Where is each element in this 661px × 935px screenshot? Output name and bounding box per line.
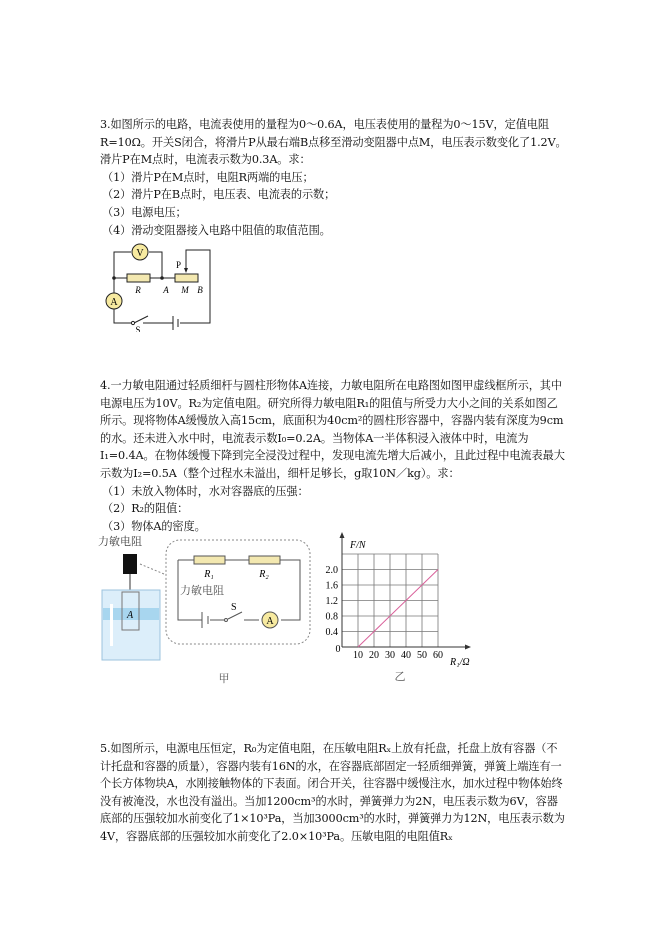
- svg-text:M: M: [181, 285, 189, 295]
- svg-text:力敏电阻: 力敏电阻: [98, 536, 142, 548]
- y-tick-label: 2.0: [325, 565, 338, 576]
- q3-part-4: （4）滑动变阻器接入电路中阻值的取值范围。: [102, 223, 331, 237]
- origin-label: 0: [335, 644, 341, 655]
- y-axis-arrow: [340, 532, 345, 538]
- q3-stem: 3.如图所示的电路，电流表使用的量程为0～0.6A，电压表使用的量程为0～15V，定值电阻R=10Ω。开关S闭合，将滑片P从最右端B点移至滑动变阻器中点M，电压表示数变化了1.2V。滑片P在M点时，电流表示数为0.3A。求：: [100, 118, 567, 167]
- x-tick-label: 20: [369, 650, 379, 661]
- ammeter-label: A: [110, 297, 118, 308]
- resistor-r: [127, 274, 150, 282]
- q4-stem: 4.一力敏电阻通过轻质细杆与圆柱形物体A连接，力敏电阻所在电路图如图甲虚线框所示，其中电源电压为10V。R₂为定值电阻。研究所得力敏电阻R₁的阻值与所受力大小之间的关系如图乙所示。现将物体A缓慢放入高15cm，底面积为40cm²的圆柱形容器中，容器内装有深度为9cm的水。还未进入水中时，电流表示数I₀=0.2A。当物体A一半体积浸入液体中时，电流为I₁=0.4A。在物体缓慢下降到完全浸没过程中，发现电流先增大后减小，且此过程中电流表最大示数为I₂=0.5A（整个过程水未溢出，细杆足够长，g取10N／kg）。求：: [100, 379, 565, 480]
- x-tick-label: 50: [417, 650, 427, 661]
- y-tick-label: 1.2: [325, 596, 338, 607]
- voltmeter-label: V: [136, 248, 144, 259]
- q3-part-3: （3）电源电压；: [102, 205, 187, 219]
- question-3: [100, 116, 568, 239]
- q4-part-2: （2）R₂的阻值：: [102, 502, 189, 516]
- rheostat: [175, 274, 198, 282]
- svg-text:S: S: [135, 325, 141, 332]
- svg-text:A: A: [126, 610, 134, 621]
- q4-part-1: （1）未放入物体时，水对容器底的压强：: [102, 484, 309, 498]
- svg-text:A: A: [163, 285, 169, 295]
- q3-part-2: （2）滑片P在B点时，电压表、电流表的示数；: [102, 188, 336, 202]
- q3-part-1: （1）滑片P在M点时，电阻R两端的电压；: [102, 170, 314, 184]
- svg-text:P: P: [176, 260, 182, 270]
- question-4: [100, 377, 568, 535]
- y-tick-label: 1.6: [325, 580, 338, 592]
- x-axis-label: R₁/Ω: [450, 657, 470, 668]
- x-tick-label: 40: [401, 650, 411, 661]
- y-axis-label: F/N: [350, 540, 366, 551]
- question-5: [100, 740, 568, 846]
- q5-stem: 5.如图所示，电源电压恒定，R₀为定值电阻，在压敏电阻Rₓ上放有托盘，托盘上放有容器（不计托盘和容器的质量），容器内装有16N的水，在容器底部固定一轻质细弹簧，弹簧上端连有一个长方体物块A，水刚接触物体的下表面。闭合开关，往容器中缓慢注水，加水过程中物体始终没有被淹没，水也没有溢出。当加1200cm³的水时，弹簧弹力为2N，电压表示数为6V，容器底部的压强较加水前变化了1×10³Pa，当加3000cm³的水时，弹簧弹力为12N，电压表示数为4V，容器底部的压强较加水前变化了2.0×10³Pa。压敏电阻的电阻值Rₓ: [100, 742, 565, 843]
- svg-text:力敏电阻: 力敏电阻: [180, 585, 224, 597]
- y-tick-label: 0.8: [325, 611, 338, 623]
- x-tick-label: 10: [353, 650, 363, 661]
- x-axis-arrow: [465, 645, 471, 650]
- svg-text:R: R: [135, 285, 141, 295]
- q4-figure-jia: [98, 532, 313, 690]
- caption-yi: 乙: [394, 671, 406, 683]
- series-line: [358, 570, 438, 648]
- force-sensor: [123, 554, 137, 574]
- svg-text:R₁: R₁: [204, 569, 214, 580]
- svg-text:甲: 甲: [218, 673, 230, 685]
- svg-text:R₂: R₂: [259, 569, 269, 580]
- y-tick-label: 0.4: [325, 627, 338, 638]
- q4-part-3: （3）物体A的密度。: [102, 519, 206, 533]
- q3-circuit-diagram: [98, 240, 218, 332]
- svg-text:S: S: [231, 602, 237, 613]
- x-tick-label: 30: [385, 650, 395, 661]
- svg-text:B: B: [197, 285, 203, 295]
- x-tick-label: 60: [433, 650, 443, 661]
- svg-text:A: A: [266, 616, 274, 627]
- q4-figure-yi-chart: [310, 530, 490, 690]
